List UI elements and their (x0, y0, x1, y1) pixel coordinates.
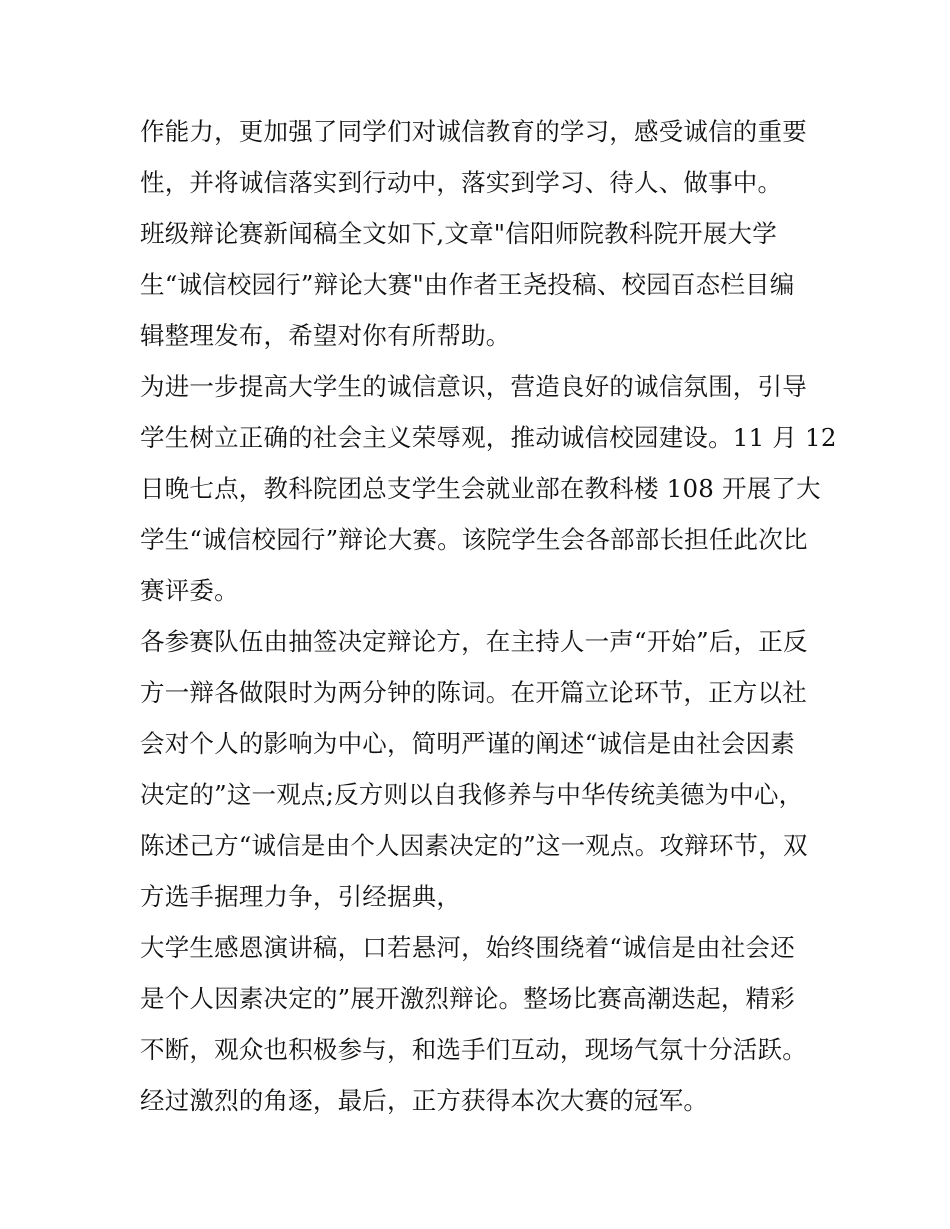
text-line: 决定的”这一观点;反方则以自我修养与中华传统美德为中心， (140, 780, 804, 809)
text-line: 会对个人的影响为中心，简明严谨的阐述“诚信是由社会因素 (140, 729, 795, 758)
text-line: 陈述己方“诚信是由个人因素决定的”这一观点。攻辩环节，双 (140, 831, 808, 860)
text-line: 大学生感恩演讲稿，口若悬河，始终围绕着“诚信是由社会还 (140, 933, 795, 962)
text-line: 作能力，更加强了同学们对诚信教育的学习，感受诚信的重要 (140, 117, 807, 146)
paragraph-2 (140, 208, 820, 361)
text-line: 学生“诚信校园行”辩论大赛。该院学生会各部部长担任此次比 (140, 525, 808, 554)
paragraph-4 (140, 616, 820, 922)
paragraph-3 (140, 361, 837, 616)
document-body (140, 106, 837, 1126)
text-line: 方一辩各做限时为两分钟的陈词。在开篇立论环节，正方以社 (140, 678, 807, 707)
text-line: 生“诚信校园行”辩论大赛"由作者王尧投稿、校园百态栏目编 (140, 270, 795, 299)
text-line: 方选手据理力争，引经据典， (140, 882, 462, 911)
paragraph-1 (140, 106, 820, 208)
text-line: 不断，观众也积极参与，和选手们互动，现场气氛十分活跃。 (140, 1035, 807, 1064)
text-line: 各参赛队伍由抽签决定辩论方，在主持人一声“开始”后，正反 (140, 627, 808, 656)
paragraph-5 (140, 922, 820, 1126)
text-line: 是个人因素决定的”展开激烈辩论。整场比赛高潮迭起，精彩 (140, 984, 795, 1013)
text-line: 赛评委。 (140, 576, 239, 605)
text-line: 性，并将诚信落实到行动中，落实到学习、待人、做事中。 (140, 168, 783, 197)
text-line: 为进一步提高大学生的诚信意识，营造良好的诚信氛围，引导 (140, 372, 807, 401)
text-line: 辑整理发布，希望对你有所帮助。 (140, 321, 511, 350)
text-line: 日晚七点，教科院团总支学生会就业部在教科楼 108 开展了大 (140, 474, 821, 503)
text-line: 学生树立正确的社会主义荣辱观，推动诚信校园建设。11 月 12 (140, 423, 837, 452)
text-line: 班级辩论赛新闻稿全文如下,文章"信阳师院教科院开展大学 (140, 219, 777, 248)
text-line: 经过激烈的角逐，最后，正方获得本次大赛的冠军。 (140, 1086, 709, 1115)
